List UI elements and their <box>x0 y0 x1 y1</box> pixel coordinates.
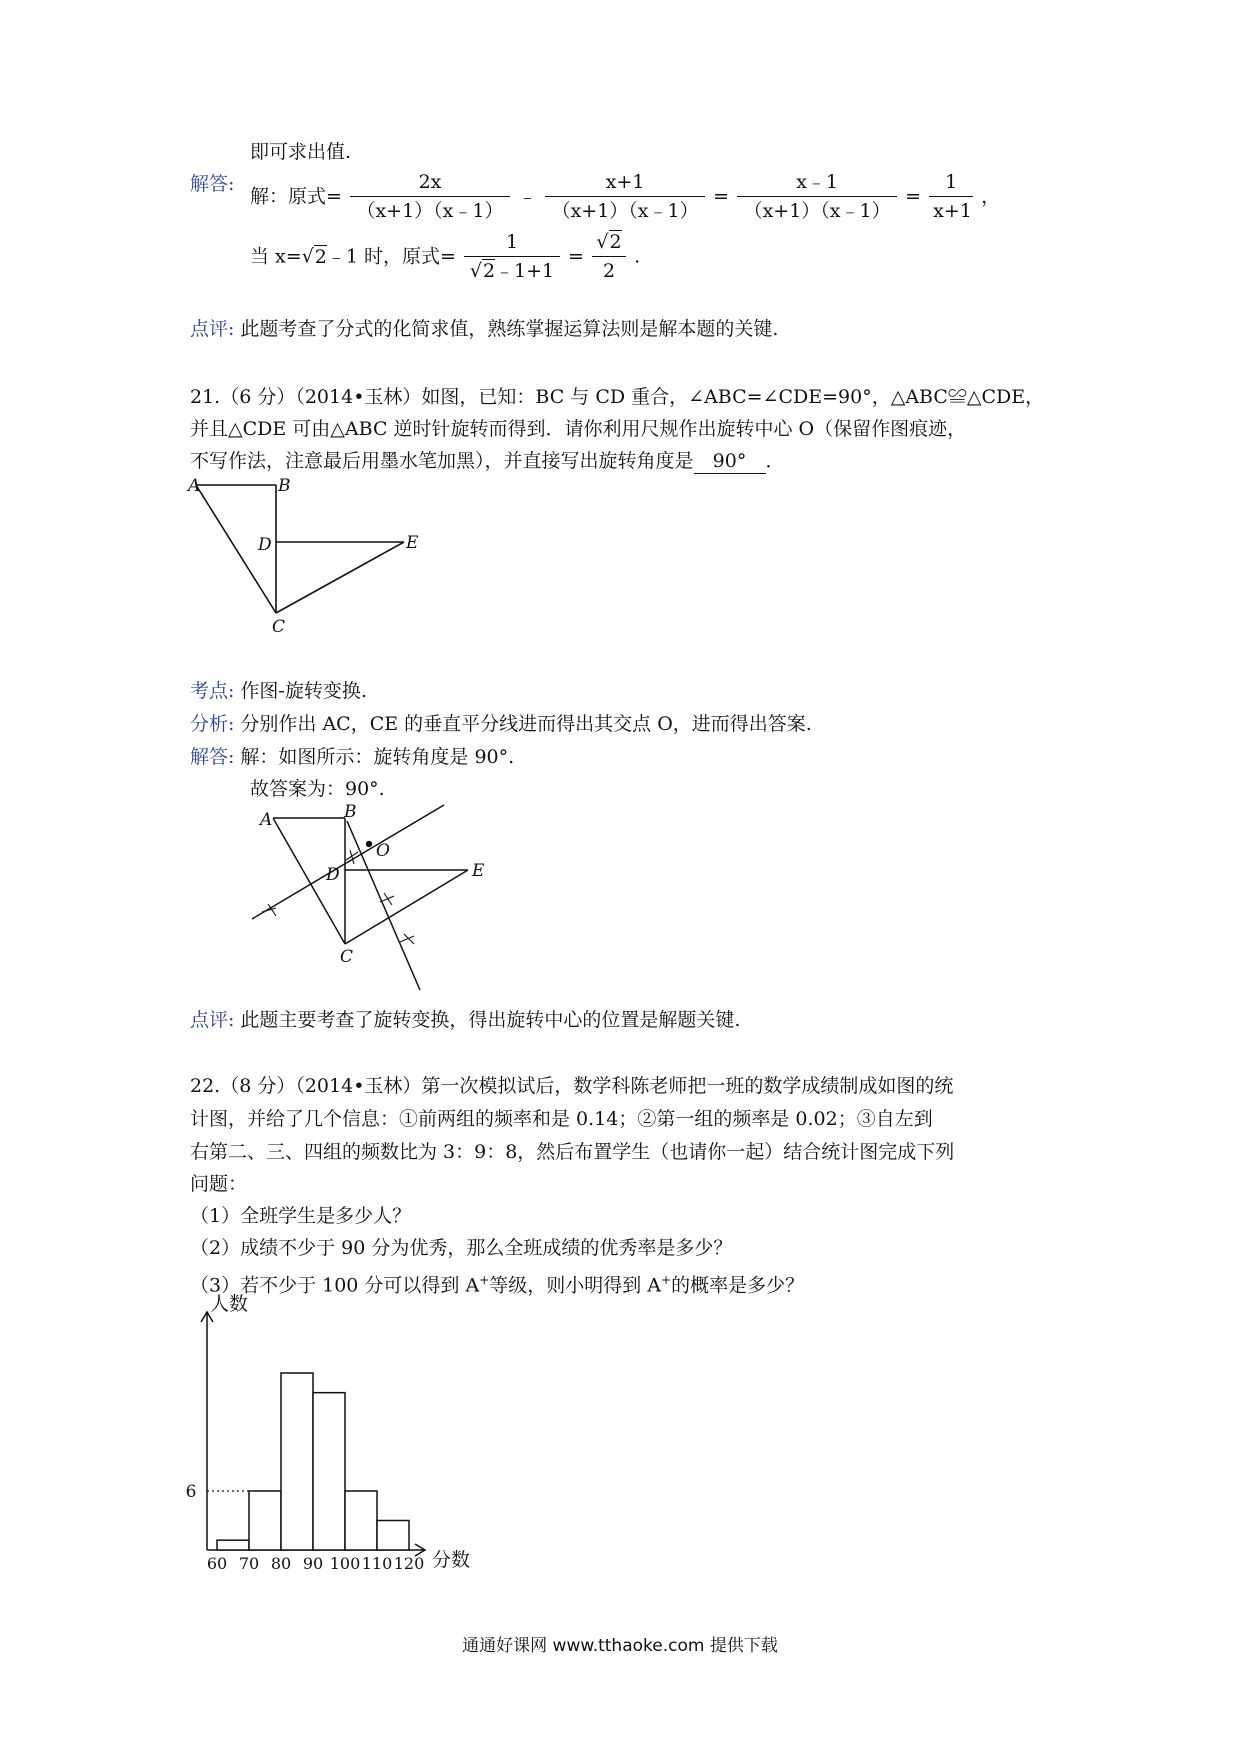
x-tick-label: 110 <box>361 1554 393 1573</box>
sub3-suffix: 的概率是多少？ <box>671 1274 805 1297</box>
q21-line1: 21.（6 分）（2014•玉林）如图，已知：BC 与 CD 重合，∠ABC=∠CDE=90°，△ABC≌△CDE， <box>190 386 1045 408</box>
fraction-5-den: √2﹣1+1 <box>464 256 560 283</box>
x-tick-label: 60 <box>206 1554 228 1573</box>
q21-line2: 并且△CDE 可由△ABC 逆时针旋转而得到．请你利用尺规作出旋转中心 O（保留作图痕迹， <box>190 418 967 440</box>
q22-line3: 右第二、三、四组的频数比为 3：9：8，然后布置学生（也请你一起）结合统计图完成下列 <box>190 1141 955 1163</box>
prev-line1: 即可求出值. <box>250 141 352 163</box>
sub3-sup2: + <box>661 1273 672 1287</box>
when-suffix: ﹣1 时，原式= <box>326 245 456 268</box>
fraction-6-den: 2 <box>592 256 626 283</box>
histogram-bar <box>249 1491 281 1550</box>
q22-line4: 问题： <box>190 1173 248 1195</box>
histogram-bar <box>281 1373 313 1550</box>
x-tick-label: 90 <box>302 1554 324 1573</box>
x-tick-label: 120 <box>393 1554 425 1573</box>
tag-analysis: 分析: <box>190 713 235 735</box>
sub3-sup1: + <box>479 1273 490 1287</box>
fraction-2 <box>545 170 705 223</box>
fraction-1-den: （x+1）（x﹣1） <box>350 196 510 223</box>
fig2-label-e: E <box>472 861 485 881</box>
fig1-label-c: C <box>272 617 286 637</box>
solve-prefix: 解：原式= <box>250 185 342 208</box>
fraction-5-num: 1 <box>505 231 519 253</box>
tag-solution-21: 解答: <box>190 746 235 768</box>
histogram-chart <box>180 1290 540 1590</box>
fraction-5 <box>464 230 560 283</box>
footer: 通通好课网 www.tthaoke.com 提供下载 <box>462 1636 778 1656</box>
comment-text-21: 此题主要考查了旋转变换，得出旋转中心的位置是解题关键. <box>240 1009 741 1031</box>
fig1-label-d: D <box>258 535 272 555</box>
q21-answer: 故答案为：90°. <box>250 778 385 800</box>
q21-line3-prefix: 不写作法，注意最后用墨水笔加黑），并直接写出旋转角度是 <box>190 450 694 472</box>
fig2-label-c: C <box>340 947 354 967</box>
fraction-3 <box>737 170 897 223</box>
sqrt-2: 2 <box>314 245 327 268</box>
tag-comment: 点评: <box>190 318 235 340</box>
fraction-6 <box>592 230 626 283</box>
y-axis-label: 人数 <box>210 1293 249 1315</box>
fraction-6-num: √2 <box>596 231 622 253</box>
q21-solution <box>190 745 514 769</box>
point-text: 作图-旋转变换. <box>240 680 367 702</box>
comma: ， <box>981 185 1001 208</box>
q22-line1: 22.（8 分）（2014•玉林）第一次模拟试后，数学科陈老师把一班的数学成绩制成如图的统 <box>190 1075 954 1097</box>
equals-3: = <box>568 245 584 268</box>
prev-solution-row <box>190 172 234 196</box>
fraction-1 <box>350 170 510 223</box>
q21-figure-1 <box>180 470 440 640</box>
sub3-mid: 等级，则小明得到 A <box>489 1274 662 1297</box>
q22-sub2: （2）成绩不少于 90 分为优秀，那么全班成绩的优秀率是多少？ <box>190 1237 733 1259</box>
fig2-label-a: A <box>260 810 273 830</box>
fraction-3-den: （x+1）（x﹣1） <box>737 196 897 223</box>
fig1-label-a: A <box>188 476 201 496</box>
minus-sign: ﹣ <box>518 185 538 208</box>
fraction-1-num: 2x <box>418 171 442 193</box>
prev-comment <box>190 317 778 341</box>
histogram-bar <box>313 1393 345 1550</box>
q22-line2: 计图，并给了几个信息：①前两组的频率和是 0.14；②第一组的频率是 0.02；③自左到 <box>190 1108 933 1130</box>
tag-point: 考点: <box>190 680 235 702</box>
fig2-point-o <box>366 841 372 847</box>
fraction-5-den-rest: ﹣1+1 <box>495 260 555 282</box>
fig2-label-d: D <box>326 865 340 885</box>
histogram-bar <box>217 1540 249 1550</box>
sqrt-symbol: √ <box>301 245 314 268</box>
q21-line3-suffix: ． <box>765 450 785 472</box>
q21-figure-2 <box>240 800 485 1000</box>
comment-text: 此题考查了分式的化简求值，熟练掌握运算法则是解本题的关键. <box>240 318 779 340</box>
x-axis-label: 分数 <box>432 1549 471 1571</box>
q21-point <box>190 679 367 703</box>
q21-answer-blank: 90° <box>694 449 766 474</box>
analysis-text: 分别作出 AC，CE 的垂直平分线进而得出其交点 O，进而得出答案. <box>240 713 812 735</box>
period: . <box>634 245 641 268</box>
histogram-bar <box>377 1521 409 1551</box>
histogram-bar <box>345 1491 377 1550</box>
fraction-2-den: （x+1）（x﹣1） <box>545 196 705 223</box>
solution-text: 解：如图所示：旋转角度是 90°. <box>240 746 515 768</box>
fig1-label-e: E <box>406 533 419 553</box>
fraction-5-den-sqrt: 2 <box>482 260 496 282</box>
x-tick-label: 100 <box>329 1554 361 1573</box>
prev-when-row <box>250 230 640 283</box>
fraction-4-den: x+1 <box>929 196 973 223</box>
fraction-4 <box>929 170 973 223</box>
q21-analysis <box>190 712 812 736</box>
sub3-prefix: （3）若不少于 100 分可以得到 A <box>190 1274 480 1297</box>
when-prefix: 当 x= <box>250 245 302 268</box>
q22-sub1: （1）全班学生是多少人？ <box>190 1205 412 1227</box>
x-tick-label: 70 <box>238 1554 260 1573</box>
tag-comment-21: 点评: <box>190 1009 235 1031</box>
equals-1: = <box>713 185 730 208</box>
fraction-2-num: x+1 <box>605 171 645 193</box>
equals-2: = <box>905 185 922 208</box>
fraction-3-num: x﹣1 <box>796 171 838 193</box>
y-tick-label: 6 <box>185 1482 197 1502</box>
fraction-6-num-sqrt: 2 <box>609 231 622 253</box>
q21-comment <box>190 1008 740 1032</box>
x-tick-label: 80 <box>270 1554 292 1573</box>
prev-solution-formula <box>250 170 1000 223</box>
fig2-label-o: O <box>376 841 390 861</box>
fraction-4-num: 1 <box>945 171 958 193</box>
fig1-label-b: B <box>278 476 291 496</box>
tag-solution: 解答: <box>190 173 235 195</box>
fig2-label-b: B <box>344 802 357 822</box>
